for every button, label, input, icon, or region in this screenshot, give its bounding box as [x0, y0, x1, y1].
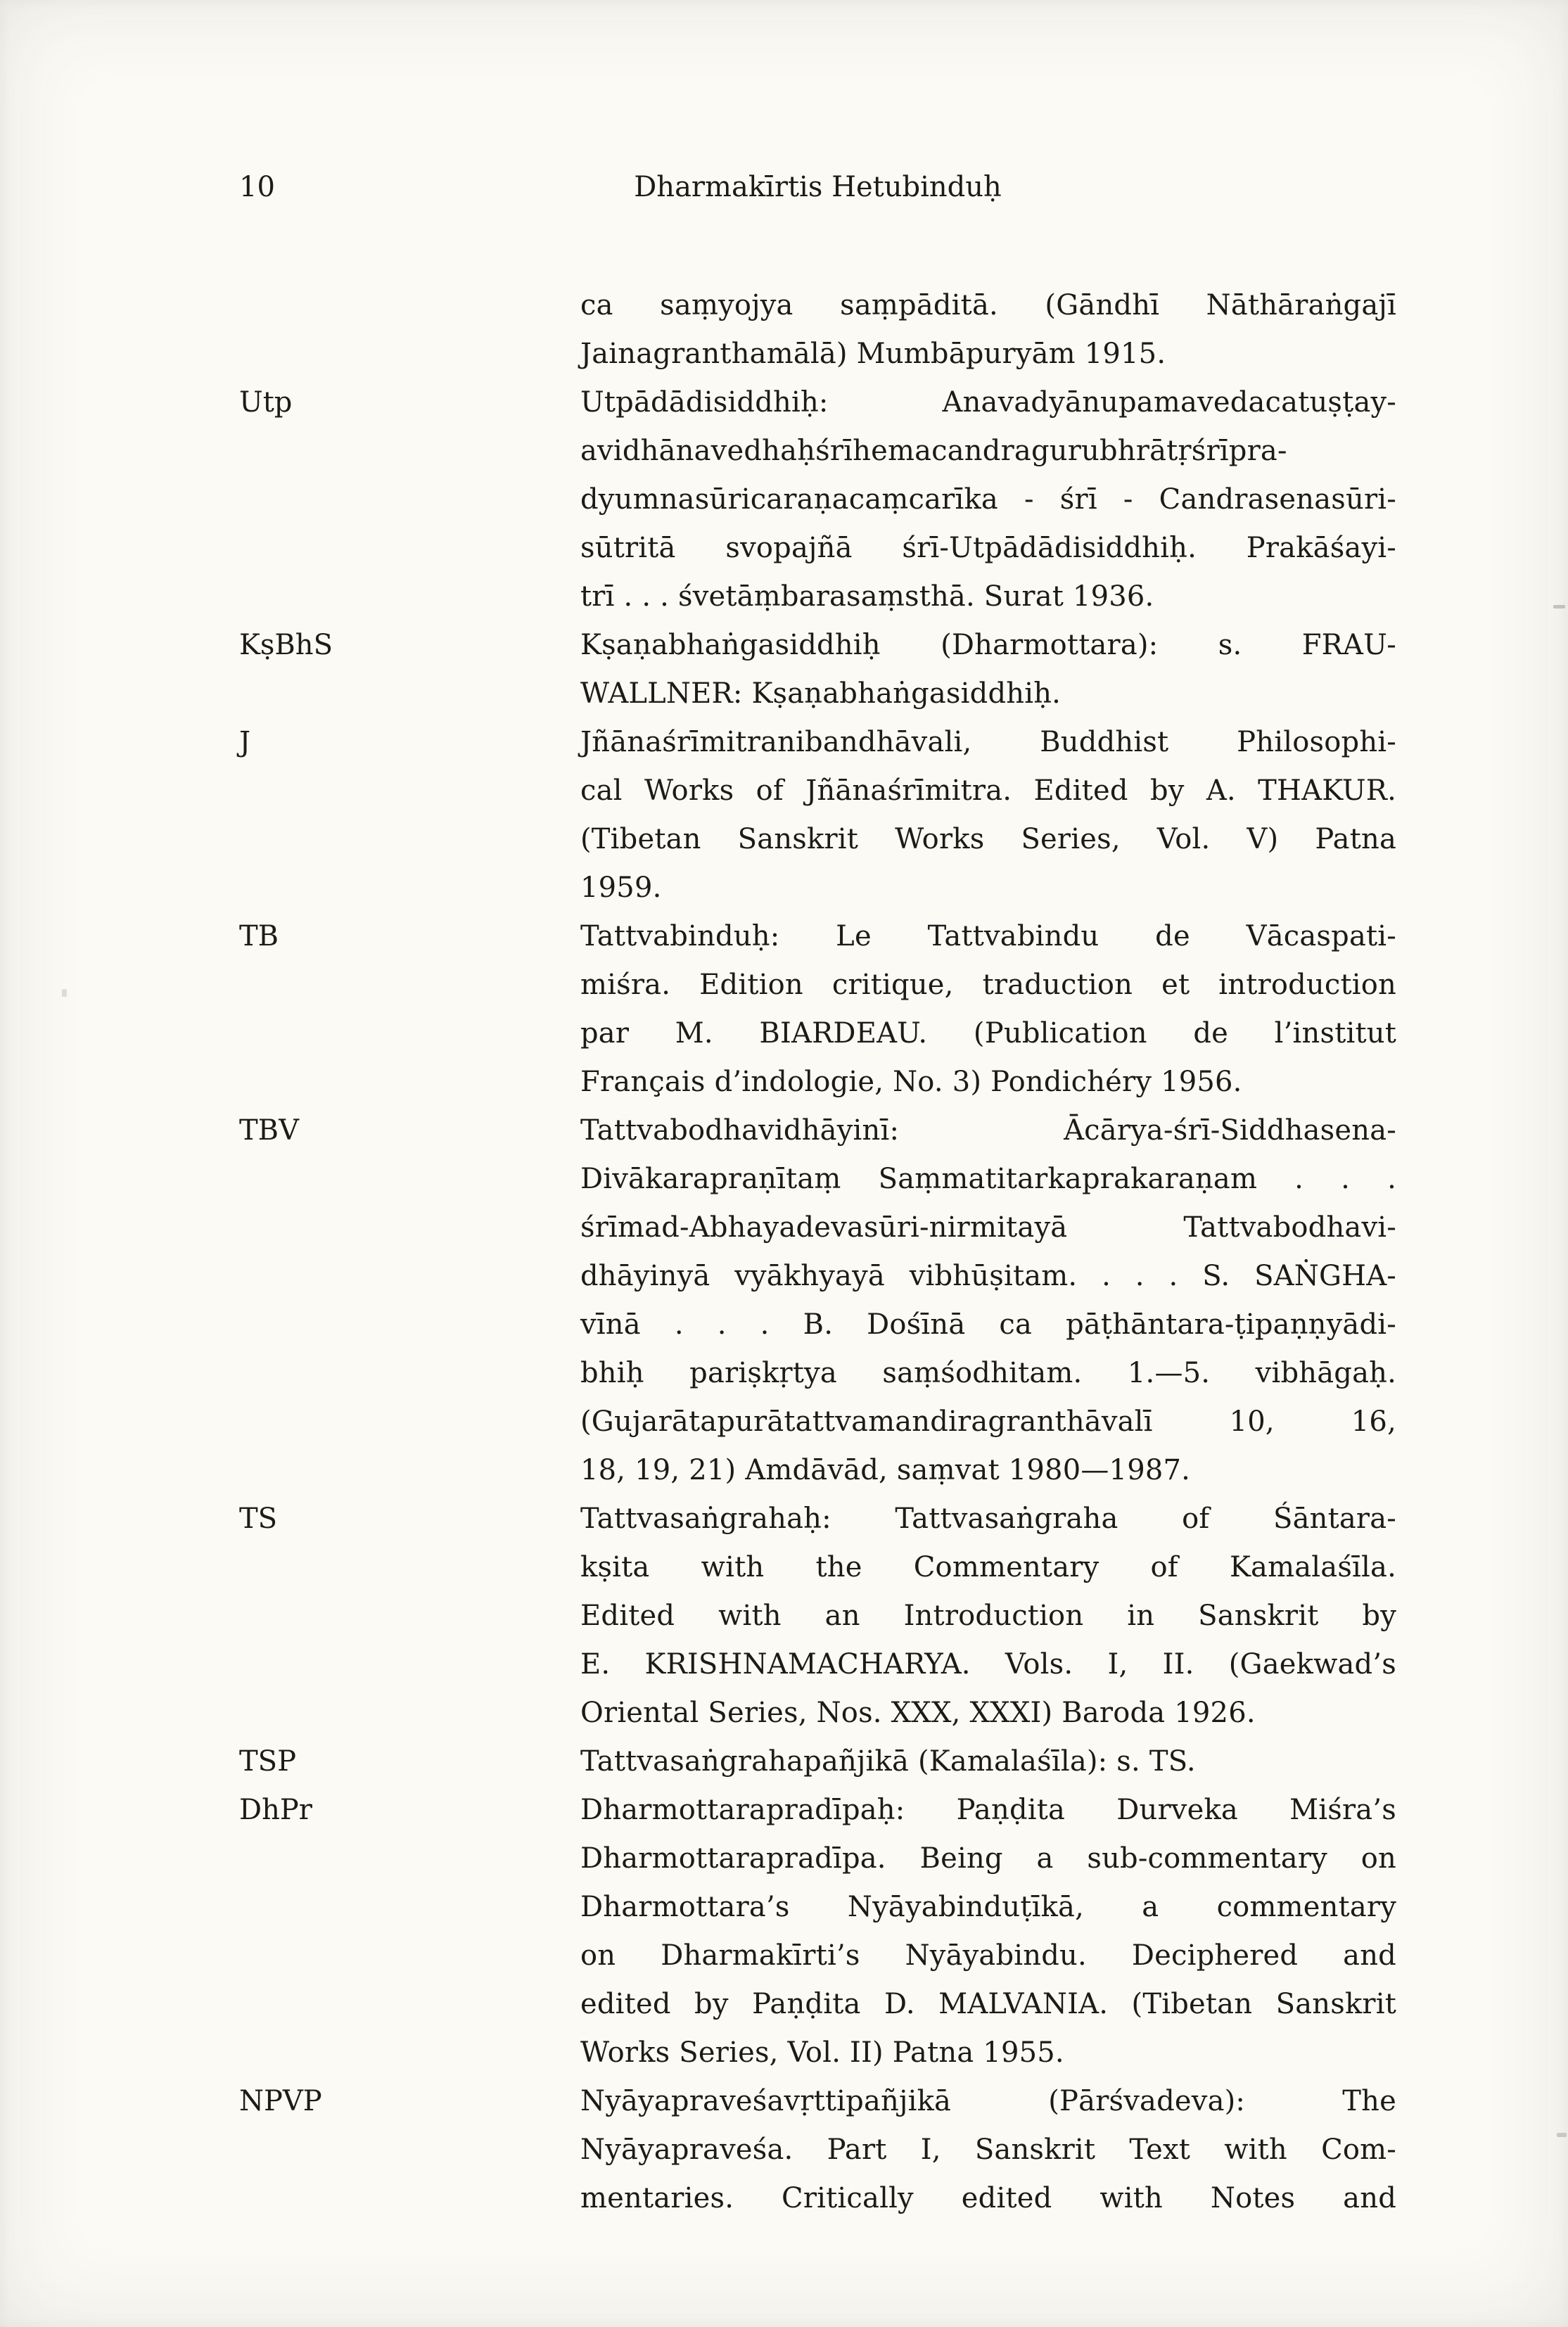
- text-line: dyumnasūricaraṇacaṃcarīka - śrī - Candrasenasūri-: [580, 483, 1396, 516]
- page-number: 10: [239, 171, 275, 203]
- text-line: kṣita with the Commentary of Kamalaśīla.: [580, 1551, 1396, 1583]
- text-line: śrīmad-Abhayadevasūri-nirmitayā Tattvabodhavi-: [580, 1211, 1396, 1244]
- abbreviation-label: KṣBhS: [239, 629, 333, 661]
- entry-description: [580, 718, 1396, 912]
- entry-description: [580, 1107, 1396, 1495]
- text-line: (Gujarātapurātattvamandiragranthāvalī 10, 16,: [580, 1405, 1396, 1438]
- bibliography-entry: [239, 1786, 1396, 2077]
- abbreviation-label: TB: [239, 920, 279, 952]
- text-line: mentaries. Critically edited with Notes and: [580, 2182, 1396, 2214]
- page-header-title: Dharmakīrtis Hetubinduḥ: [634, 171, 1002, 203]
- text-line: par M. BIARDEAU. (Publication de l’institut: [580, 1017, 1396, 1050]
- scan-artifact: [1557, 2133, 1567, 2137]
- bibliography-entry: [239, 281, 1396, 378]
- text-line: 18, 19, 21) Amdāvād, saṃvat 1980—1987.: [580, 1454, 1191, 1486]
- text-line: Oriental Series, Nos. XXX, XXXI) Baroda 1926.: [580, 1697, 1256, 1729]
- text-line: avidhānavedhaḥśrīhemacandragurubhrātṛśrīpra-: [580, 435, 1287, 467]
- text-line: Jainagranthamālā) Mumbāpuryām 1915.: [580, 338, 1166, 370]
- bibliography-entry: [239, 1738, 1396, 1786]
- text-line: Dharmottara’s Nyāyabinduṭīkā, a commentary: [580, 1891, 1396, 1923]
- bibliography-entry: [239, 621, 1396, 718]
- text-line: (Tibetan Sanskrit Works Series, Vol. V) Patna: [580, 823, 1396, 855]
- text-line: Tattvasaṅgrahapañjikā (Kamalaśīla): s. TS.: [580, 1745, 1196, 1778]
- text-line: sūtritā svopajñā śrī-Utpādādisiddhiḥ. Prakāśayi-: [580, 532, 1396, 564]
- bibliography-entry: [239, 1107, 1396, 1495]
- entry-description: [580, 1738, 1396, 1786]
- entry-description: [580, 1495, 1396, 1738]
- text-line: dhāyinyā vyākhyayā vibhūṣitam. . . . S. SAṄGHA-: [580, 1260, 1396, 1292]
- text-line: Français d’indologie, No. 3) Pondichéry 1956.: [580, 1066, 1242, 1098]
- text-line: edited by Paṇḍita D. MALVANIA. (Tibetan Sanskrit: [580, 1988, 1396, 2020]
- abbreviation-label: DhPr: [239, 1794, 312, 1826]
- entry-description: [580, 621, 1396, 718]
- text-line: Dharmottarapradīpaḥ: Paṇḍita Durveka Miśra’s: [580, 1794, 1396, 1826]
- text-line: ca saṃyojya saṃpāditā. (Gāndhī Nāthāraṅgajī: [580, 289, 1396, 321]
- abbreviation-list: [239, 281, 1396, 2223]
- abbreviation-label: NPVP: [239, 2085, 322, 2117]
- bibliography-entry: [239, 2077, 1396, 2223]
- text-line: on Dharmakīrti’s Nyāyabindu. Deciphered and: [580, 1939, 1396, 1972]
- text-line: trī . . . śvetāṃbarasaṃsthā. Surat 1936.: [580, 580, 1154, 613]
- text-line: cal Works of Jñānaśrīmitra. Edited by A. THAKUR.: [580, 774, 1396, 807]
- text-line: vīnā . . . B. Dośīnā ca pāṭhāntara-ṭipaṇṇyādi-: [580, 1308, 1396, 1341]
- text-line: bhiḥ pariṣkṛtya saṃśodhitam. 1.—5. vibhāgaḥ.: [580, 1357, 1396, 1389]
- scan-artifact: [1553, 605, 1565, 608]
- bibliography-entry: [239, 378, 1396, 621]
- abbreviation-label: Utp: [239, 386, 293, 419]
- text-line: Works Series, Vol. II) Patna 1955.: [580, 2036, 1064, 2069]
- text-line: E. KRISHNAMACHARYA. Vols. I, II. (Gaekwad’s: [580, 1648, 1396, 1681]
- text-line: 1959.: [580, 872, 662, 904]
- scan-artifact: [62, 989, 67, 997]
- text-line: Edited with an Introduction in Sanskrit by: [580, 1600, 1396, 1632]
- text-line: Divākarapraṇītaṃ Saṃmatitarkaprakaraṇam . . .: [580, 1163, 1396, 1195]
- text-line: WALLNER: Kṣaṇabhaṅgasiddhiḥ.: [580, 677, 1062, 710]
- abbreviation-label: TS: [239, 1503, 278, 1535]
- text-line: miśra. Edition critique, traduction et introduction: [580, 969, 1396, 1001]
- text-line: Dharmottarapradīpa. Being a sub-commentary on: [580, 1842, 1396, 1875]
- entry-description: [580, 912, 1396, 1107]
- entry-description: [580, 2077, 1396, 2223]
- text-line: Tattvasaṅgrahaḥ: Tattvasaṅgraha of Śāntara-: [580, 1503, 1396, 1535]
- text-line: Nyāyapraveśavṛttipañjikā (Pārśvadeva): The: [580, 2085, 1396, 2117]
- entry-description: [580, 378, 1396, 621]
- text-line: Utpādādisiddhiḥ: Anavadyānupamavedacatuṣṭay-: [580, 386, 1396, 419]
- bibliography-entry: [239, 718, 1396, 912]
- abbreviation-label: TSP: [239, 1745, 296, 1778]
- text-line: Kṣaṇabhaṅgasiddhiḥ (Dharmottara): s. FRAU-: [580, 629, 1396, 661]
- entry-description: [580, 281, 1396, 378]
- entry-description: [580, 1786, 1396, 2077]
- abbreviation-label: J: [239, 726, 251, 758]
- bibliography-entry: [239, 1495, 1396, 1738]
- text-line: Tattvabinduḥ: Le Tattvabindu de Vācaspati-: [580, 920, 1396, 952]
- text-line: Jñānaśrīmitranibandhāvali, Buddhist Philosophi-: [580, 726, 1396, 758]
- text-line: Nyāyapraveśa. Part I, Sanskrit Text with Com-: [580, 2134, 1396, 2166]
- running-head: [239, 163, 1396, 212]
- bibliography-entry: [239, 912, 1396, 1107]
- text-line: Tattvabodhavidhāyinī: Ācārya-śrī-Siddhasena-: [580, 1114, 1396, 1147]
- abbreviation-label: TBV: [239, 1114, 299, 1147]
